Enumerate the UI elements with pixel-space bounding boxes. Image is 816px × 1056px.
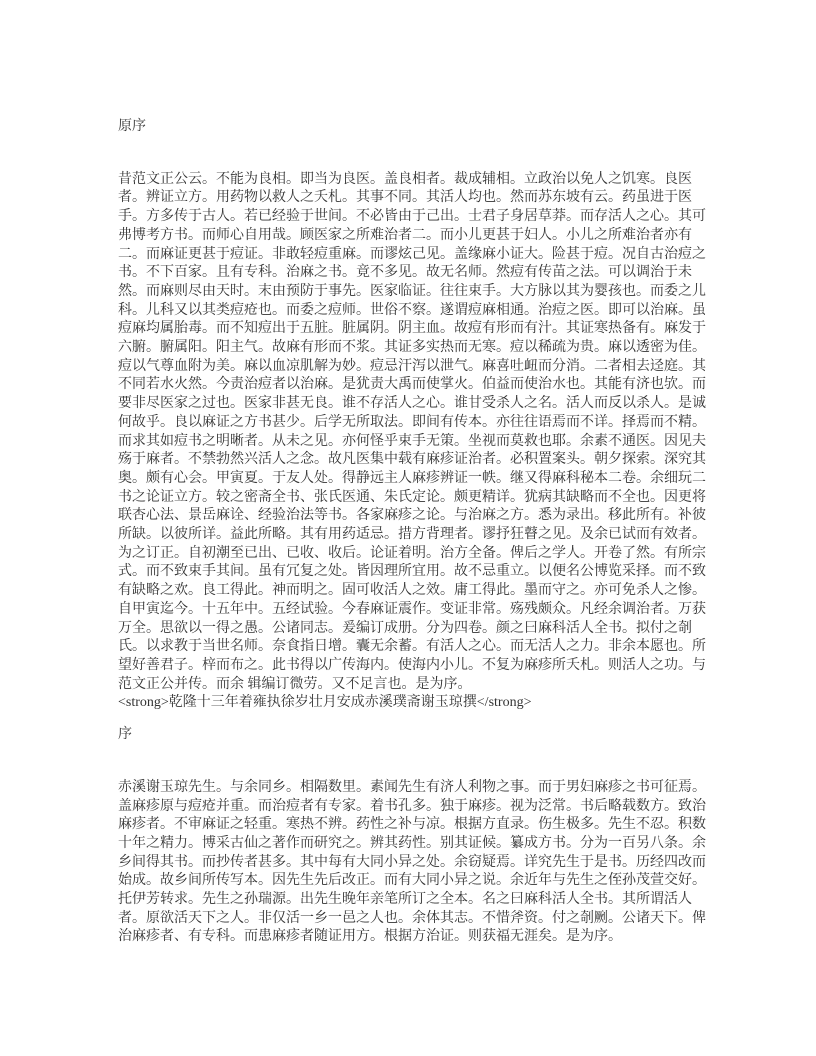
original-preface-heading: 原序 [118,119,146,134]
original-preface-byline: <strong>乾隆十三年着雍执徐岁壮月安成赤溪璞斋谢玉琼撰</strong> [118,695,532,711]
original-preface-section [118,118,716,713]
preface-section [118,726,716,947]
preface-body: 赤溪谢玉琼先生。与余同乡。相隔数里。素闻先生有济人利物之事。而于男妇麻疹之书可征焉。盖麻疹原与痘疮并重。而治痘者有专家。着书孔多。独于麻疹。视为泛常。书后略载数方。致治麻疹者。不审麻证之轻重。寒热不辨。药性之补与凉。根据方直录。伤生极多。先生不忍。积数十年之精力。博采古仙之著作而研究之。辨其药性。别其证候。纂成方书。分为一百另八条。余乡间得其书。而抄传者甚多。其中每有大同小异之处。余窃疑焉。详究先生于是书。历经四改而始成。故乡间所传写本。因先生先后改正。而有大同小异之说。余近年与先生之侄孙茂萱交好。托伊芳转求。先生之孙瑞源。出先生晚年亲笔所订之全本。名之曰麻科活人全书。其所谓活人者。原欲活天下之人。非仅活一乡一邑之人也。余体其志。不惜斧资。付之剞劂。公诸天下。俾治麻疹者、有专科。而患麻疹者随证用方。根据方治证。则获福无涯矣。是为序。 [118,779,706,945]
preface-heading: 序 [118,727,132,743]
original-preface-body: 昔范文正公云。不能为良相。即当为良医。盖良相者。裁成辅相。立政治以免人之饥寒。良医者。辨证立方。用药物以救人之夭札。其事不同。其活人均也。然而苏东坡有云。药虽进于医手。方多传于古人。若已经验于世间。不必皆由于己出。士君子身居草莽。而存活人之心。其可弗博考方书。而师心自用哉。顾医家之所难治者二。而小儿更甚于妇人。小儿之所难治者亦有二。而麻证更甚于痘证。非敢轻痘重麻。而谬炫己见。盖缘麻小证大。险甚于痘。况自古治痘之书。不下百家。且有专科。治麻之书。竟不多见。故无名师。然痘有传苗之法。可以调治于未然。而麻则尽由天时。末由预防于事先。医家临证。往往束手。大方脉以其为婴孩也。而委之儿科。儿科又以其类痘疮也。而委之痘师。世俗不察。遂谓痘麻相通。治痘之医。即可以治麻。虽痘麻均属胎毒。而不知痘出于五脏。脏属阴。阴主血。故痘有形而有汁。其证寒热备有。麻发于六腑。腑属阳。阳主气。故麻有形而不浆。其证多实热而无寒。痘以稀疏为贵。麻以透密为佳。痘以气尊血附为美。麻以血凉肌解为妙。痘忌汗泻以泄气。麻喜吐衄而分消。二者相去迳庭。其不同若水火然。今责治痘者以治麻。是犹责大禹而使掌火。伯益而使治水也。其能有济也欤。而要非尽医家之过也。医家非甚无良。谁不存活人之心。谁甘受杀人之名。活人而反以杀人。是诚何故乎。良以麻证之方书甚少。后学无所取法。即间有传本。亦往往语焉而不详。择焉而不精。而求其如痘书之明晰者。从未之见。亦何怪乎束手无策。坐视而莫救也耶。余素不通医。因见夫殇于麻者。不禁勃然兴活人之念。故凡医集中载有麻疹证治者。必积置案头。朝夕探索。深究其奥。颇有心会。甲寅夏。于友人处。得静远主人麻疹辨证一帙。继又得麻科秘本二卷。余细玩二书之论证立方。较之密斋全书、张氏医通、朱氏定论。颇更精详。犹病其缺略而不全也。因更将联杏心法、景岳麻诠、经验治法等书。各家麻疹之论。与治麻之方。悉为录出。移此所有。补彼所缺。以彼所详。益此所略。其有用药适忌。措方背理者。谬抒狂瞽之见。及余已试而有效者。为之订正。自初潮至已出、已收、收后。论证着明。治方全备。俾后之学人。开卷了然。有所宗式。而不致束手其间。虽有冗复之处。皆因理所宜用。故不忌重立。以便名公博览采择。而不致有缺略之欢。良工得此。神而明之。固可收活人之效。庸工得此。墨而守之。亦可免杀人之惨。自甲寅迄今。十五年中。五经试验。今春麻证震作。变证非常。殇残颇众。凡经余调治者。万获万全。思欲以一得之愚。公诸同志。爰编订成册。分为四卷。颜之曰麻科活人全书。拟付之剞氏。以求教于当世名师。奈食指日增。囊无余蓄。有活人之心。而无活人之力。非余本愿也。所望好善君子。梓而布之。此书得以广传海内。使海内小儿。不复为麻疹所夭札。则活人之功。与范文正公并传。而余 辑编订微劳。又不足言也。是为序。 [118,171,706,692]
